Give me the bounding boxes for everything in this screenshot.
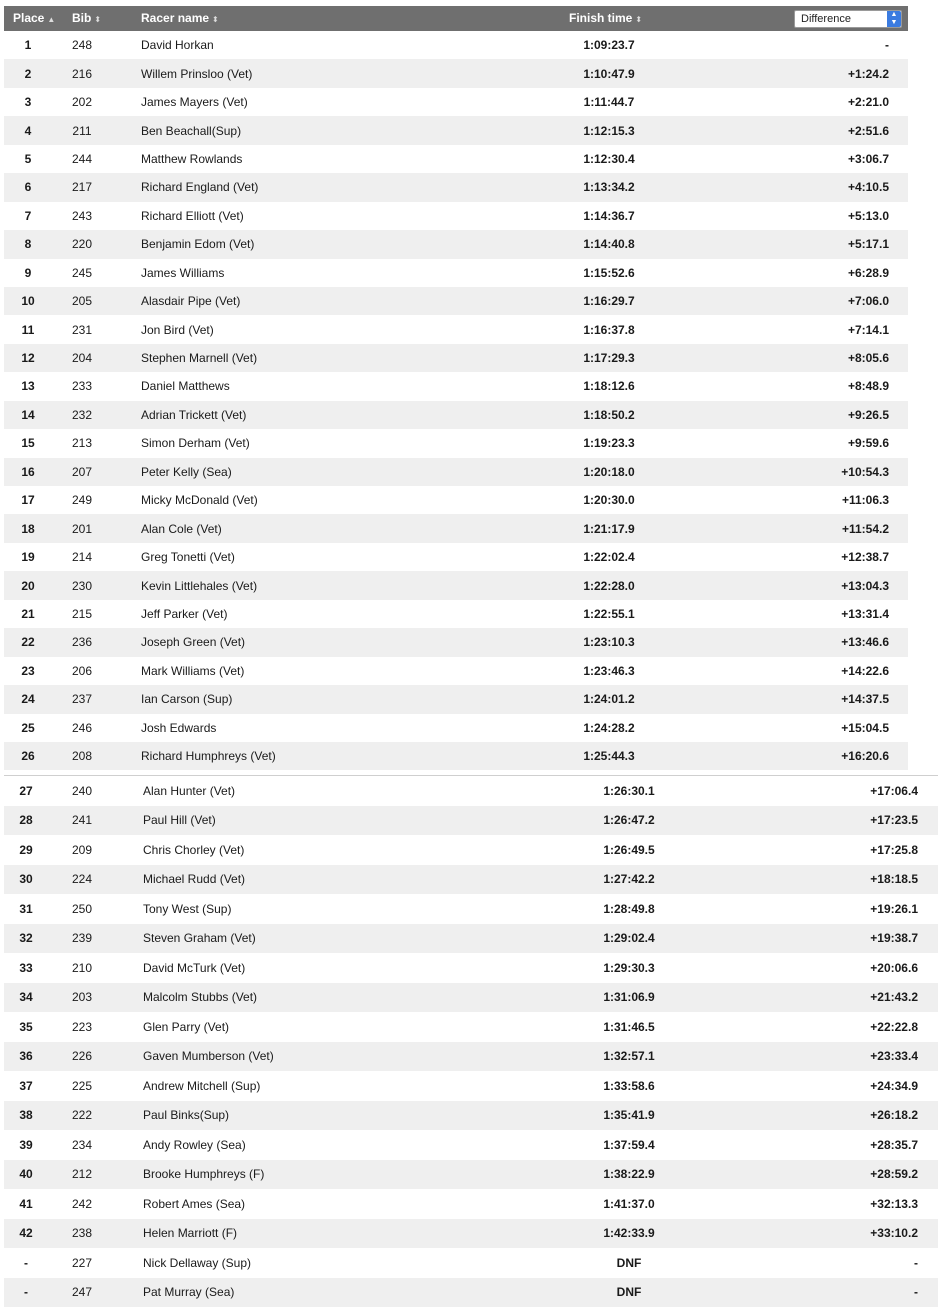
place-cell: 17 [21, 493, 35, 508]
place-column-header[interactable] [13, 6, 55, 31]
table-row [4, 953, 938, 983]
racer-name-cell: Tony West (Sup) [143, 901, 232, 916]
place-cell: 10 [21, 294, 35, 309]
finish-time-cell: 1:11:44.7 [583, 95, 635, 110]
bib-cell: 205 [71, 294, 93, 309]
racer-name-cell: David Horkan [141, 38, 214, 53]
table-row [4, 401, 908, 429]
place-cell: 1 [24, 38, 32, 53]
results-rows [4, 776, 938, 1307]
sort-both-icon: ⬍ [635, 15, 643, 24]
finish-time-cell: 1:41:37.0 [603, 1196, 655, 1211]
sort-both-icon: ⬍ [94, 15, 102, 24]
place-cell: 16 [21, 464, 35, 479]
place-cell: 4 [24, 123, 32, 138]
finish-time-cell: DNF [616, 1255, 642, 1270]
finish-time-cell: 1:20:30.0 [583, 493, 635, 508]
place-cell: 12 [21, 351, 35, 366]
bib-cell: 233 [71, 379, 93, 394]
table-row [4, 315, 908, 343]
finish-time-cell: 1:24:01.2 [583, 692, 635, 707]
difference-cell: +23:33.4 [870, 1049, 918, 1064]
place-cell: 15 [21, 436, 35, 451]
racer-name-cell: James Williams [141, 265, 225, 280]
difference-cell: +20:06.6 [870, 960, 918, 975]
bib-cell: 206 [71, 663, 93, 678]
table-row [4, 865, 938, 895]
difference-cell: - [914, 1285, 918, 1300]
bib-cell: 232 [71, 407, 93, 422]
finish-time-cell: 1:21:17.9 [583, 521, 635, 536]
difference-cell: +33:10.2 [870, 1226, 918, 1241]
bib-cell: 223 [71, 1019, 93, 1034]
racer-name-cell: Benjamin Edom (Vet) [141, 237, 255, 252]
racer-name-cell: Stephen Marnell (Vet) [141, 351, 258, 366]
racer-name-cell: Micky McDonald (Vet) [141, 493, 258, 508]
finish-time-cell: 1:14:36.7 [583, 208, 635, 223]
difference-cell: +17:06.4 [870, 783, 918, 798]
racer-name-cell: Kevin Littlehales (Vet) [141, 578, 258, 593]
bib-cell: 246 [71, 720, 93, 735]
place-cell: 39 [19, 1137, 33, 1152]
finish-time-cell: 1:32:57.1 [603, 1049, 655, 1064]
difference-cell: +7:14.1 [847, 322, 889, 337]
table-row [4, 628, 908, 656]
bib-cell: 204 [71, 351, 93, 366]
place-cell: 33 [19, 960, 33, 975]
bib-cell: 237 [71, 692, 93, 707]
racer-name-cell: Richard Humphreys (Vet) [141, 749, 276, 764]
difference-cell: +28:59.2 [870, 1167, 918, 1182]
bib-cell: 210 [71, 960, 93, 975]
racer-name-cell: Alasdair Pipe (Vet) [141, 294, 241, 309]
racer-name-cell: Matthew Rowlands [141, 151, 243, 166]
difference-cell: +14:37.5 [841, 692, 889, 707]
table-row [4, 287, 908, 315]
racer-name-cell: Gaven Mumberson (Vet) [143, 1049, 274, 1064]
bib-cell: 248 [71, 38, 93, 53]
place-cell: 29 [19, 842, 33, 857]
table-row [4, 1248, 938, 1278]
bib-cell: 241 [71, 813, 93, 828]
table-row [4, 571, 908, 599]
racer-name-cell: Joseph Green (Vet) [141, 635, 246, 650]
racer-name-cell: Mark Williams (Vet) [141, 663, 245, 678]
racer-name-cell: Adrian Trickett (Vet) [141, 407, 247, 422]
table-row [4, 1071, 938, 1101]
place-cell: 41 [19, 1196, 33, 1211]
difference-cell: +13:04.3 [841, 578, 889, 593]
racer-name-cell: Ben Beachall(Sup) [141, 123, 242, 138]
table-row [4, 372, 908, 400]
difference-cell: +32:13.3 [870, 1196, 918, 1211]
difference-cell: +16:20.6 [841, 749, 889, 764]
racer-name-cell: Peter Kelly (Sea) [141, 464, 232, 479]
difference-cell: +19:38.7 [870, 931, 918, 946]
racer-name-cell: Alan Cole (Vet) [141, 521, 222, 536]
racer-name-cell: Robert Ames (Sea) [143, 1196, 246, 1211]
finish-time-cell: 1:27:42.2 [603, 872, 655, 887]
place-cell: 38 [19, 1108, 33, 1123]
bib-cell: 230 [71, 578, 93, 593]
bib-cell: 203 [71, 990, 93, 1005]
finish-time-cell: 1:28:49.8 [603, 901, 655, 916]
place-cell: 9 [24, 265, 32, 280]
finish-time-cell: DNF [616, 1285, 642, 1300]
racer-name-cell: Willem Prinsloo (Vet) [141, 66, 253, 81]
finish-time-cell: 1:22:28.0 [583, 578, 635, 593]
finish-time-cell: 1:12:15.3 [583, 123, 635, 138]
racer-name-cell: Paul Binks(Sup) [143, 1108, 230, 1123]
table-row [4, 1278, 938, 1308]
place-cell: 19 [21, 550, 35, 565]
difference-select-value: Difference [801, 13, 851, 25]
bib-cell: 240 [71, 783, 93, 798]
racer-name-cell: Malcolm Stubbs (Vet) [143, 990, 258, 1005]
difference-cell: +2:51.6 [847, 123, 889, 138]
difference-cell: +28:35.7 [870, 1137, 918, 1152]
table-row [4, 742, 908, 770]
finish-time-cell: 1:23:10.3 [583, 635, 635, 650]
select-arrows-icon: ▲ ▼ [887, 11, 901, 27]
racer-name-cell: Brooke Humphreys (F) [143, 1167, 265, 1182]
place-cell: 40 [19, 1167, 33, 1182]
place-cell: 3 [24, 95, 32, 110]
table-row [4, 600, 908, 628]
bib-cell: 247 [71, 1285, 93, 1300]
difference-cell: +8:05.6 [847, 351, 889, 366]
finish-time-cell: 1:23:46.3 [583, 663, 635, 678]
table-header [4, 6, 908, 31]
place-cell: 14 [21, 407, 35, 422]
sort-both-icon: ⬍ [212, 15, 219, 24]
racer-name-cell: David McTurk (Vet) [143, 960, 246, 975]
racer-name-cell: James Mayers (Vet) [141, 95, 248, 110]
difference-cell: +5:13.0 [847, 208, 889, 223]
bib-cell: 215 [71, 606, 93, 621]
difference-cell: +8:48.9 [847, 379, 889, 394]
racer-name-cell: Greg Tonetti (Vet) [141, 550, 235, 565]
racer-name-cell: Jeff Parker (Vet) [141, 606, 228, 621]
difference-cell: +4:10.5 [847, 180, 889, 195]
racer-name-cell: Alan Hunter (Vet) [143, 783, 236, 798]
difference-cell: +9:26.5 [847, 407, 889, 422]
racer-name-cell: Richard England (Vet) [141, 180, 259, 195]
finish-time-cell: 1:22:55.1 [583, 606, 635, 621]
bib-cell: 234 [71, 1137, 93, 1152]
results-table-top [4, 6, 908, 770]
place-cell: 7 [24, 208, 32, 223]
finish-time-cell: 1:15:52.6 [583, 265, 635, 280]
racer-name-cell: Steven Graham (Vet) [143, 931, 256, 946]
table-row [4, 983, 938, 1013]
racer-name-header-label: Racer name [141, 11, 210, 25]
bib-cell: 249 [71, 493, 93, 508]
finish-time-cell: 1:17:29.3 [583, 351, 635, 366]
bib-cell: 202 [71, 95, 93, 110]
table-row [4, 806, 938, 836]
finish-time-cell: 1:12:30.4 [583, 151, 635, 166]
finish-time-cell: 1:19:23.3 [583, 436, 635, 451]
bib-cell: 245 [71, 265, 93, 280]
bib-cell: 209 [71, 842, 93, 857]
finish-time-cell: 1:16:29.7 [583, 294, 635, 309]
finish-time-cell: 1:29:02.4 [603, 931, 655, 946]
finish-time-header-label: Finish time [569, 11, 633, 25]
finish-time-cell: 1:38:22.9 [603, 1167, 655, 1182]
table-row [4, 145, 908, 173]
racer-name-cell: Andrew Mitchell (Sup) [143, 1078, 261, 1093]
difference-cell: +14:22.6 [841, 663, 889, 678]
bib-cell: 208 [71, 749, 93, 764]
bib-cell: 216 [71, 66, 93, 81]
finish-time-cell: 1:37:59.4 [603, 1137, 655, 1152]
racer-name-cell: Paul Hill (Vet) [143, 813, 216, 828]
table-row [4, 894, 938, 924]
difference-cell: +15:04.5 [841, 720, 889, 735]
finish-time-cell: 1:26:47.2 [603, 813, 655, 828]
bib-cell: 220 [71, 237, 93, 252]
table-row [4, 776, 938, 806]
table-row [4, 1130, 938, 1160]
difference-cell: +7:06.0 [847, 294, 889, 309]
bib-cell: 238 [71, 1226, 93, 1241]
difference-cell: +3:06.7 [847, 151, 889, 166]
finish-time-cell: 1:31:06.9 [603, 990, 655, 1005]
place-cell: 6 [24, 180, 32, 195]
table-row [4, 714, 908, 742]
table-row [4, 173, 908, 201]
finish-time-cell: 1:09:23.7 [583, 38, 635, 53]
difference-cell: +9:59.6 [847, 436, 889, 451]
table-row [4, 116, 908, 144]
difference-cell: +24:34.9 [870, 1078, 918, 1093]
bib-cell: 244 [71, 151, 93, 166]
place-cell: 42 [19, 1226, 33, 1241]
place-cell: 11 [21, 322, 35, 337]
place-cell: 23 [21, 663, 35, 678]
table-row [4, 88, 908, 116]
table-row [4, 1219, 938, 1249]
difference-cell: +10:54.3 [841, 464, 889, 479]
difference-cell: +5:17.1 [847, 237, 889, 252]
place-cell: 34 [19, 990, 33, 1005]
place-cell: 5 [24, 151, 32, 166]
finish-time-cell: 1:26:49.5 [603, 842, 655, 857]
finish-time-cell: 1:18:12.6 [583, 379, 635, 394]
place-cell: 20 [21, 578, 35, 593]
place-cell: 13 [21, 379, 35, 394]
bib-cell: 250 [71, 901, 93, 916]
finish-time-cell: 1:13:34.2 [583, 180, 635, 195]
finish-time-cell: 1:42:33.9 [603, 1226, 655, 1241]
difference-cell: +11:54.2 [841, 521, 889, 536]
table-row [4, 1189, 938, 1219]
table-row [4, 924, 938, 954]
bib-cell: 207 [71, 464, 93, 479]
racer-name-cell: Helen Marriott (F) [143, 1226, 238, 1241]
difference-cell: +26:18.2 [870, 1108, 918, 1123]
bib-cell: 217 [71, 180, 93, 195]
table-row [4, 458, 908, 486]
difference-cell: +13:46.6 [841, 635, 889, 650]
table-row [4, 1012, 938, 1042]
racer-name-cell: Simon Derham (Vet) [141, 436, 250, 451]
place-cell: 25 [21, 720, 35, 735]
place-cell: 37 [19, 1078, 33, 1093]
bib-header-label: Bib [72, 11, 92, 25]
finish-time-cell: 1:35:41.9 [603, 1108, 655, 1123]
table-row [4, 31, 908, 59]
finish-time-cell: 1:18:50.2 [583, 407, 635, 422]
bib-cell: 226 [71, 1049, 93, 1064]
place-cell: 24 [21, 692, 35, 707]
table-row [4, 59, 908, 87]
table-row [4, 1160, 938, 1190]
finish-time-cell: 1:16:37.8 [583, 322, 635, 337]
table-row [4, 685, 908, 713]
bib-cell: 214 [71, 550, 93, 565]
racer-name-cell: Nick Dellaway (Sup) [143, 1255, 252, 1270]
bib-cell: 201 [71, 521, 93, 536]
place-cell: 8 [24, 237, 32, 252]
place-header-label: Place [13, 11, 45, 25]
bib-cell: 211 [72, 123, 92, 138]
finish-time-cell: 1:20:18.0 [583, 464, 635, 479]
difference-cell: +18:18.5 [870, 872, 918, 887]
difference-cell: +17:25.8 [870, 842, 918, 857]
difference-select[interactable] [794, 10, 902, 28]
racer-name-cell: Pat Murray (Sea) [143, 1285, 235, 1300]
finish-time-column-header[interactable] [569, 6, 642, 31]
table-row [4, 259, 908, 287]
place-cell: 36 [19, 1049, 33, 1064]
racer-name-cell: Andy Rowley (Sea) [143, 1137, 246, 1152]
table-row [4, 514, 908, 542]
table-row [4, 486, 908, 514]
bib-cell: 236 [71, 635, 93, 650]
racer-name-cell: Josh Edwards [141, 720, 217, 735]
place-cell: 26 [21, 749, 35, 764]
table-row [4, 344, 908, 372]
racer-name-cell: Michael Rudd (Vet) [143, 872, 246, 887]
bib-cell: 231 [71, 322, 93, 337]
table-row [4, 202, 908, 230]
racer-name-cell: Jon Bird (Vet) [141, 322, 214, 337]
bib-cell: 222 [71, 1108, 93, 1123]
bib-cell: 243 [71, 208, 93, 223]
place-cell: 27 [19, 783, 33, 798]
difference-cell: +1:24.2 [847, 66, 889, 81]
racer-name-cell: Richard Elliott (Vet) [141, 208, 244, 223]
bib-cell: 224 [71, 872, 93, 887]
place-cell: 21 [21, 606, 35, 621]
place-cell: 18 [21, 521, 35, 536]
place-cell: - [24, 1255, 28, 1270]
results-table-bottom [4, 775, 938, 1307]
difference-cell: - [885, 38, 889, 53]
finish-time-cell: 1:29:30.3 [603, 960, 655, 975]
finish-time-cell: 1:33:58.6 [603, 1078, 655, 1093]
difference-cell: +12:38.7 [841, 550, 889, 565]
difference-cell: +17:23.5 [870, 813, 918, 828]
sort-ascending-icon: ▲ [47, 15, 56, 24]
place-cell: 35 [19, 1019, 33, 1034]
place-cell: 30 [19, 872, 33, 887]
place-cell: 31 [19, 901, 33, 916]
finish-time-cell: 1:10:47.9 [583, 66, 635, 81]
finish-time-cell: 1:14:40.8 [583, 237, 635, 252]
place-cell: 2 [24, 66, 32, 81]
difference-cell: +6:28.9 [847, 265, 889, 280]
place-cell: - [24, 1285, 28, 1300]
bib-cell: 213 [71, 436, 93, 451]
place-cell: 22 [21, 635, 35, 650]
racer-name-cell: Daniel Matthews [141, 379, 230, 394]
finish-time-cell: 1:26:30.1 [603, 783, 655, 798]
bib-cell: 225 [71, 1078, 93, 1093]
place-cell: 28 [19, 813, 33, 828]
difference-cell: +22:22.8 [870, 1019, 918, 1034]
difference-cell: +2:21.0 [847, 95, 889, 110]
racer-name-cell: Chris Chorley (Vet) [143, 842, 245, 857]
racer-name-column-header[interactable] [141, 6, 219, 31]
difference-cell: - [914, 1255, 918, 1270]
difference-cell: +13:31.4 [841, 606, 889, 621]
bib-cell: 242 [71, 1196, 93, 1211]
table-row [4, 657, 908, 685]
finish-time-cell: 1:25:44.3 [583, 749, 635, 764]
bib-column-header[interactable] [72, 6, 101, 31]
place-cell: 32 [19, 931, 33, 946]
finish-time-cell: 1:24:28.2 [583, 720, 635, 735]
table-row [4, 230, 908, 258]
table-row [4, 1101, 938, 1131]
racer-name-cell: Ian Carson (Sup) [141, 692, 233, 707]
table-row [4, 1042, 938, 1072]
bib-cell: 227 [71, 1255, 93, 1270]
difference-cell: +19:26.1 [870, 901, 918, 916]
results-rows [4, 31, 908, 770]
table-row [4, 429, 908, 457]
difference-cell: +11:06.3 [841, 493, 889, 508]
racer-name-cell: Glen Parry (Vet) [143, 1019, 230, 1034]
difference-cell: +21:43.2 [870, 990, 918, 1005]
table-row [4, 835, 938, 865]
finish-time-cell: 1:31:46.5 [603, 1019, 655, 1034]
bib-cell: 212 [71, 1167, 93, 1182]
table-row [4, 543, 908, 571]
bib-cell: 239 [71, 931, 93, 946]
finish-time-cell: 1:22:02.4 [583, 550, 635, 565]
